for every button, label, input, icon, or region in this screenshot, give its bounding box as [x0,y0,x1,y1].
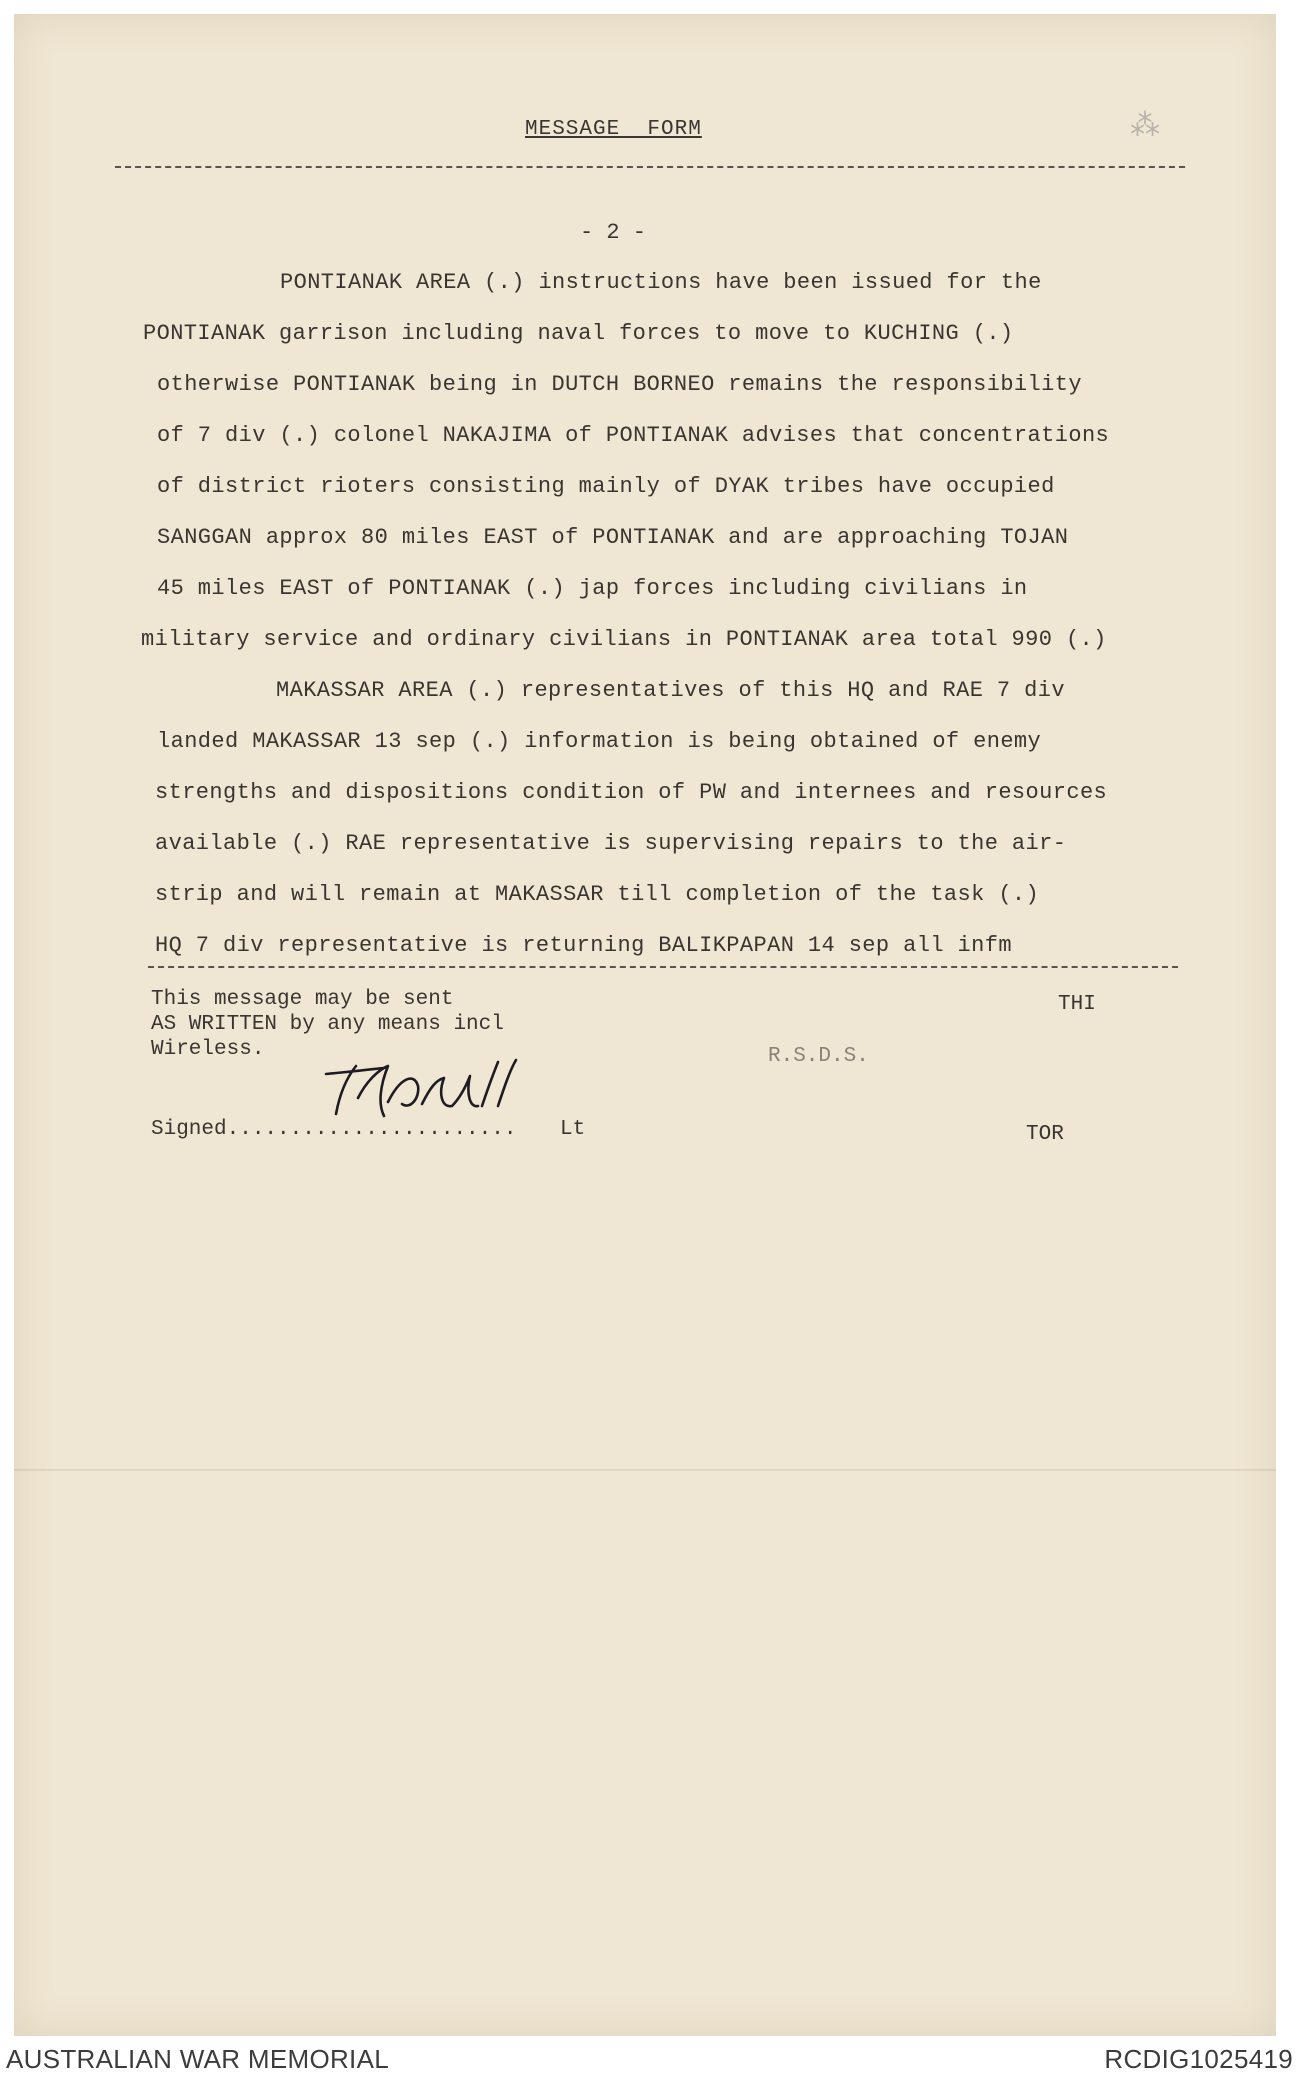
message-line: strip and will remain at MAKASSAR till completion of the task (.) [155,882,1040,907]
send-instruction: This message may be sent [151,988,454,1011]
signed-label: Signed....................... [151,1118,517,1141]
message-line: HQ 7 div representative is returning BALIKPAPAN 14 sep all infm [155,933,1012,958]
message-line: of district rioters consisting mainly of DYAK tribes have occupied [157,474,1055,499]
body-rule [148,966,1178,968]
message-line: otherwise PONTIANAK being in DUTCH BORNEO remains the responsibility [157,372,1082,397]
paper-fold [14,1469,1276,1471]
message-line: landed MAKASSAR 13 sep (.) information is being obtained of enemy [157,729,1042,754]
message-line: military service and ordinary civilians in PONTIANAK area total 990 (.) [141,627,1107,652]
send-instruction: Wireless. [151,1038,265,1061]
thi-label: THI [1058,993,1096,1016]
form-title: MESSAGE FORM [525,118,702,141]
message-line: PONTIANAK AREA (.) instructions have been issued for the [280,270,1042,295]
message-line: strengths and dispositions condition of PW and internees and resources [155,780,1108,805]
signature [318,1052,538,1132]
page-number: - 2 - [580,220,647,245]
rank-label: Lt [560,1118,586,1141]
message-line: PONTIANAK garrison including naval forces to move to KUCHING (.) [143,321,1014,346]
rsds-label: R.S.D.S. [768,1045,869,1068]
message-line: SANGGAN approx 80 miles EAST of PONTIANAK and are approaching TOJAN [157,525,1069,550]
send-instruction: AS WRITTEN by any means incl [151,1013,504,1036]
corner-mark-icon: ⁂ [1130,109,1160,142]
archive-credit: AUSTRALIAN WAR MEMORIAL [6,2044,389,2074]
message-line: of 7 div (.) colonel NAKAJIMA of PONTIANAK advises that concentrations [157,423,1110,448]
archive-id: RCDIG1025419 [1104,2044,1293,2074]
message-line: 45 miles EAST of PONTIANAK (.) jap forces including civilians in [157,576,1028,601]
tor-label: TOR [1026,1123,1064,1146]
message-line: MAKASSAR AREA (.) representatives of this HQ and RAE 7 div [276,678,1065,703]
header-rule [115,166,1185,168]
message-line: available (.) RAE representative is supervising repairs to the air- [155,831,1067,856]
